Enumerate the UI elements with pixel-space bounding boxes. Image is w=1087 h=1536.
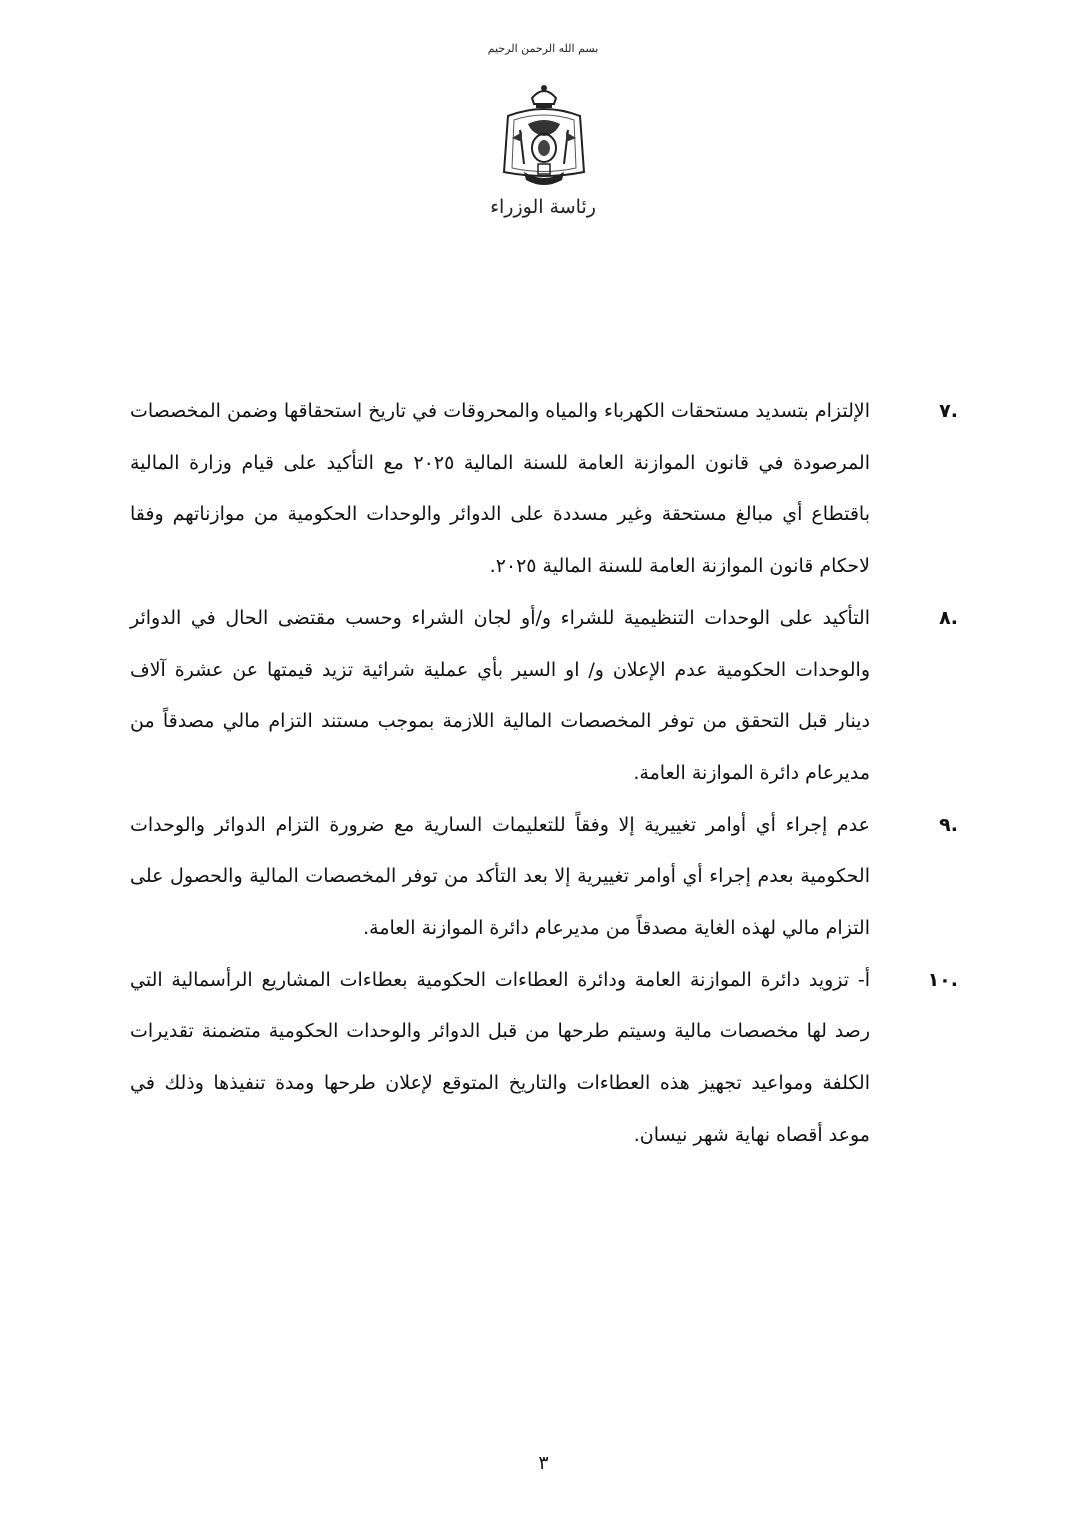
list-item [130, 386, 958, 593]
item-text [130, 955, 870, 1162]
item-text: الإلتزام بتسديد مستحقات الكهرباء والمياه والمحروقات في تاريخ استحقاقها وضمن المخصصات المرصودة في قانون الموازنة العامة للسنة المالية ٢٠٢٥ مع التأكيد على قيام وزارة المالية باقتطاع أي مبالغ مستحقة وغير مسددة على الدوائر والوحدات الحكومية من موازناتهم وفقا لاحكام قانون الموازنة العامة للسنة المالية ٢٠٢٥. [130, 400, 870, 578]
item-sub-label: أ- [857, 968, 870, 991]
list-item [130, 955, 958, 1162]
ministry-name: رئاسة الوزراء [490, 196, 596, 218]
page-number: ٣ [538, 1452, 549, 1474]
jordan-coat-of-arms-icon [498, 80, 590, 192]
item-number: .٨ [939, 606, 958, 629]
list-item [130, 800, 958, 955]
item-number: .٧ [939, 400, 958, 422]
item-number: .٩ [939, 813, 958, 836]
item-text: التأكيد على الوحدات التنظيمية للشراء و/أو لجان الشراء وحسب مقتضى الحال في الدوائر والوحدات الحكومية عدم الإعلان و/ او السير بأي عملية شرائية تزيد قيمتها عن عشرة آلاف دينار قبل التحقق من توفر المخصصات المالية اللازمة بموجب مستند التزام مالي مصدقاً من مديرعام دائرة الموازنة العامة. [130, 606, 870, 784]
item-number: .١٠ [927, 968, 958, 991]
items-list [130, 386, 958, 1162]
basmala-text: بسم الله الرحمن الرحيم [487, 42, 599, 55]
item-sub-text: تزويد دائرة الموازنة العامة ودائرة العطاءات الحكومية بعطاءات المشاريع الرأسمالية التي رصد لها مخصصات مالية وسيتم طرحها من قبل الدوائر والوحدات الحكومية متضمنة تقديرات الكلفة ومواعيد تجهيز هذه العطاءات والتاريخ المتوقع لإعلان طرحها ومدة تنفيذها وذلك في موعد أقصاه نهاية شهر نيسان. [130, 968, 870, 1146]
item-text: عدم إجراء أي أوامر تغييرية إلا وفقاً للتعليمات السارية مع ضرورة التزام الدوائر والوحدات الحكومية بعدم إجراء أي أوامر تغييرية إلا بعد التأكد من توفر المخصصات المالية والحصول على التزام مالي لهذه الغاية مصدقاً من مديرعام دائرة الموازنة العامة. [130, 813, 870, 940]
list-item [130, 593, 958, 800]
